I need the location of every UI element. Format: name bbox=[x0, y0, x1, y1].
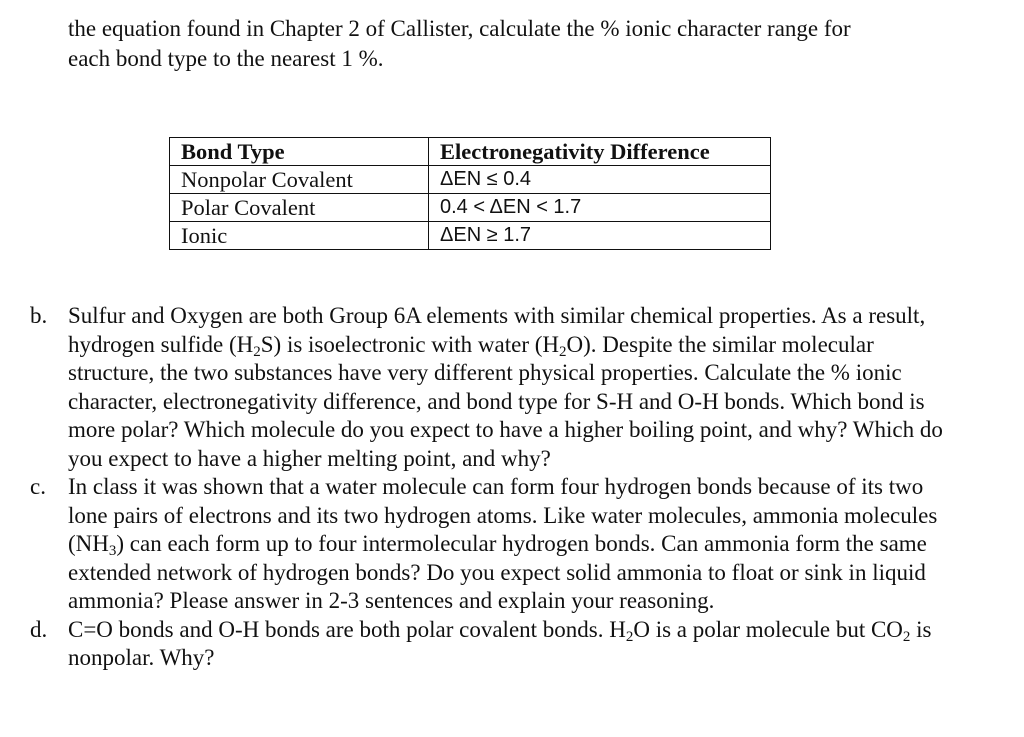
question-d-text-2: O is a polar molecule but CO bbox=[633, 616, 903, 642]
question-letter: c. bbox=[30, 474, 46, 499]
cell-en-range: ΔEN ≥ 1.7 bbox=[429, 222, 771, 250]
cell-en-range: ΔEN ≤ 0.4 bbox=[429, 166, 771, 194]
question-d bbox=[30, 616, 950, 673]
subscript: 2 bbox=[559, 343, 567, 360]
cell-en-range: 0.4 < ΔEN < 1.7 bbox=[429, 194, 771, 222]
subscript: 2 bbox=[625, 628, 634, 645]
cell-bond-type: Nonpolar Covalent bbox=[170, 166, 429, 194]
question-d-text-3: is nonpolar. Why? bbox=[68, 616, 932, 670]
question-c bbox=[30, 473, 950, 616]
question-b-text-1: Sulfur and Oxygen are both Group 6A elements with similar chemical properties. As a result, hydrogen sulfide (H bbox=[68, 303, 926, 357]
cell-bond-type: Polar Covalent bbox=[170, 194, 429, 222]
table-row bbox=[170, 194, 771, 222]
question-b bbox=[30, 302, 950, 473]
header-electronegativity-difference: Electronegativity Difference bbox=[429, 138, 771, 166]
subscript: 2 bbox=[902, 628, 911, 645]
question-c-text-1: In class it was shown that a water molecule can form four hydrogen bonds because of its two lone pairs of electrons and its two hydrogen atoms. Like water molecules, ammonia molecules (NH bbox=[68, 474, 938, 556]
question-d-text-1: C=O bonds and O-H bonds are both polar covalent bonds. H bbox=[68, 616, 626, 642]
question-b-text-2: S) is isoelectronic with water (H bbox=[260, 331, 560, 357]
header-bond-type: Bond Type bbox=[170, 138, 429, 166]
bond-type-table bbox=[169, 137, 771, 250]
intro-paragraph bbox=[68, 14, 968, 74]
table-header-row bbox=[170, 138, 771, 166]
question-list bbox=[30, 302, 950, 673]
question-c-text-2: ) can each form up to four intermolecular hydrogen bonds. Can ammonia form the same extended network of hydrogen bonds? Do you expect solid ammonia to float or sink in liquid ammonia? Please answer in 2-3 sentences and explain your reasoning. bbox=[68, 531, 927, 613]
cell-bond-type: Ionic bbox=[170, 222, 429, 250]
table-row bbox=[170, 166, 771, 194]
intro-line-2: each bond type to the nearest 1 %. bbox=[68, 46, 384, 71]
subscript: 2 bbox=[253, 343, 261, 360]
question-letter: d. bbox=[30, 616, 48, 642]
subscript: 3 bbox=[108, 543, 117, 559]
intro-line-1: the equation found in Chapter 2 of Callister, calculate the % ionic character range for bbox=[68, 16, 851, 41]
question-b-text-3: O). Despite the similar molecular structure, the two substances have very different physical properties. Calculate the % ionic character, electronegativity difference, and bond type for S-H and O-H bonds. Which bond is more polar? Which molecule do you expect to have a higher boiling point, and why? Which do you expect to have a higher melting point, and why? bbox=[68, 331, 943, 471]
table-row bbox=[170, 222, 771, 250]
question-letter: b. bbox=[30, 303, 48, 328]
